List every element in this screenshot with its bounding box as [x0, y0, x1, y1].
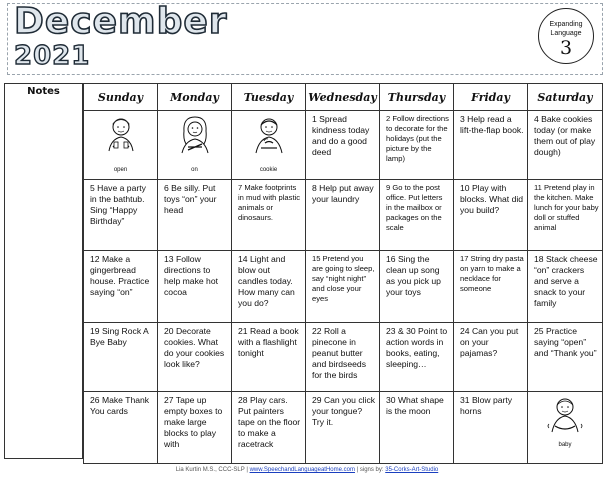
activity-text: 8 Help put away your laundry [312, 183, 374, 204]
year-title: 2021 [14, 41, 91, 71]
day-cell [528, 180, 603, 251]
calendar-grid [83, 83, 603, 464]
footer-author: Lia Kurtin M.S., CCC-SLP [175, 467, 245, 473]
day-cell [232, 251, 306, 323]
sign-cookie [232, 111, 305, 179]
notes-label: Notes [27, 86, 60, 97]
activity-text: 22 Roll a pinecone in peanut butter and birdseeds for the birds [312, 326, 366, 380]
activity-text: 1 Spread kindness today and do a good deed [312, 114, 370, 157]
day-cell [380, 111, 454, 180]
activity-text: 24 Can you put on your pajamas? [460, 326, 519, 358]
level-badge [538, 8, 594, 64]
day-cell [84, 251, 158, 323]
weekday-friday: Friday [454, 84, 528, 111]
sign-open [84, 111, 157, 179]
activity-text: 29 Can you click your tongue? Try it. [312, 395, 376, 427]
day-cell [306, 251, 380, 323]
activity-text: 26 Make Thank You cards [90, 395, 150, 416]
day-cell [158, 392, 232, 464]
footer-separator: | [356, 467, 359, 473]
day-cell [84, 392, 158, 464]
activity-text: 3 Help read a lift-the-flap book. [460, 114, 524, 135]
sign-open-caption: open [113, 167, 128, 173]
weekday-sunday: Sunday [84, 84, 158, 111]
sign-on-icon [173, 115, 217, 167]
footer-signs-prefix: signs by: [359, 467, 384, 473]
week-row [84, 323, 603, 392]
activity-text: 16 Sing the clean up song as you pick up your toys [386, 254, 441, 297]
day-cell [380, 392, 454, 464]
day-cell [528, 392, 603, 464]
day-cell [528, 111, 603, 180]
badge-line1: Expanding [549, 21, 583, 28]
day-cell [306, 323, 380, 392]
activity-text: 27 Tape up empty boxes to make large blocks to play with [164, 395, 223, 449]
activity-text: 9 Go to the post office. Put letters in the mailbox or packages on the scale [386, 183, 443, 232]
day-cell [454, 323, 528, 392]
month-title: December [14, 1, 228, 42]
activity-text: 5 Have a party in the bathtub. Sing “Happy Birthday” [90, 183, 146, 226]
activity-text: 11 Pretend play in the kitchen. Make lunch for your baby doll or stuffed animal [534, 183, 599, 232]
week-row [84, 251, 603, 323]
day-cell [454, 180, 528, 251]
calendar-header [0, 0, 614, 78]
sign-baby-caption: baby [558, 442, 572, 448]
activity-text: 6 Be silly. Put toys “on” your head [164, 183, 217, 215]
sign-baby [528, 392, 602, 452]
activity-text: 21 Read a book with a flashlight tonight [238, 326, 299, 358]
day-cell [306, 392, 380, 464]
notes-column [4, 83, 83, 459]
footer-site-link[interactable]: www.SpeechandLanguageatHome.com [249, 467, 355, 473]
sign-baby-icon [543, 396, 587, 442]
day-cell [306, 180, 380, 251]
day-cell [380, 323, 454, 392]
week-row [84, 392, 603, 464]
activity-text: 4 Bake cookies today (or make them out of play dough) [534, 114, 596, 157]
activity-text: 23 & 30 Point to action words in books, eating, sleeping… [386, 326, 448, 369]
day-cell [454, 251, 528, 323]
week-row [84, 180, 603, 251]
weekday-monday: Monday [158, 84, 232, 111]
day-cell [158, 111, 232, 180]
activity-text: 2 Follow directions to decorate for the holidays (put the picture by the lamp) [386, 114, 449, 163]
activity-text: 12 Make a gingerbread house. Practice saying “on” [90, 254, 150, 297]
badge-number: 3 [559, 37, 573, 59]
badge-line2: Language [550, 30, 582, 37]
week-row [84, 111, 603, 180]
activity-text: 7 Make footprints in mud with plastic animals or dinosaurs. [238, 183, 301, 222]
sign-open-icon [99, 115, 143, 167]
day-cell [84, 111, 158, 180]
footer-signs-link[interactable]: 35-Corks-Art-Studio [385, 467, 439, 473]
day-cell [528, 251, 603, 323]
activity-text: 17 String dry pasta on yarn to make a necklace for someone [460, 254, 524, 293]
day-cell [158, 251, 232, 323]
day-cell [232, 323, 306, 392]
activity-text: 10 Play with blocks. What did you build? [460, 183, 524, 215]
weekday-thursday: Thursday [380, 84, 454, 111]
day-cell [84, 323, 158, 392]
day-cell [380, 251, 454, 323]
day-cell [454, 111, 528, 180]
activity-text: 14 Light and blow out candles today. How many can you do? [238, 254, 295, 308]
activity-text: 19 Sing Rock A Bye Baby [90, 326, 149, 347]
sign-on-caption: on [191, 167, 198, 173]
weekday-saturday: Saturday [528, 84, 603, 111]
day-cell [158, 180, 232, 251]
activity-text: 20 Decorate cookies. What do your cookies look like? [164, 326, 225, 369]
day-cell [232, 180, 306, 251]
day-cell [454, 392, 528, 464]
sign-cookie-icon [247, 115, 291, 167]
day-cell [158, 323, 232, 392]
day-cell [528, 323, 603, 392]
footer-separator: | [246, 467, 248, 473]
sign-on [158, 111, 231, 179]
day-cell [380, 180, 454, 251]
weekday-wednesday: Wednesday [306, 84, 380, 111]
activity-text: 18 Stack cheese “on” crackers and serve a snack to your family [534, 254, 598, 308]
day-cell [306, 111, 380, 180]
day-cell [232, 111, 306, 180]
activity-text: 13 Follow directions to help make hot cocoa [164, 254, 218, 297]
day-cell [232, 392, 306, 464]
activity-text: 30 What shape is the moon [386, 395, 444, 416]
activity-text: 28 Play cars. Put painters tape on the floor to make a racetrack [238, 395, 301, 449]
activity-text: 15 Pretend you are going to sleep, say “night night” and close your eyes [312, 254, 375, 303]
day-cell [84, 180, 158, 251]
sign-cookie-caption: cookie [259, 167, 278, 173]
weekday-tuesday: Tuesday [232, 84, 306, 111]
activity-text: 31 Blow party horns [460, 395, 513, 416]
weekday-header-row [84, 84, 603, 111]
activity-text: 25 Practice saying “open” and “Thank you” [534, 326, 597, 358]
footer [0, 467, 614, 473]
